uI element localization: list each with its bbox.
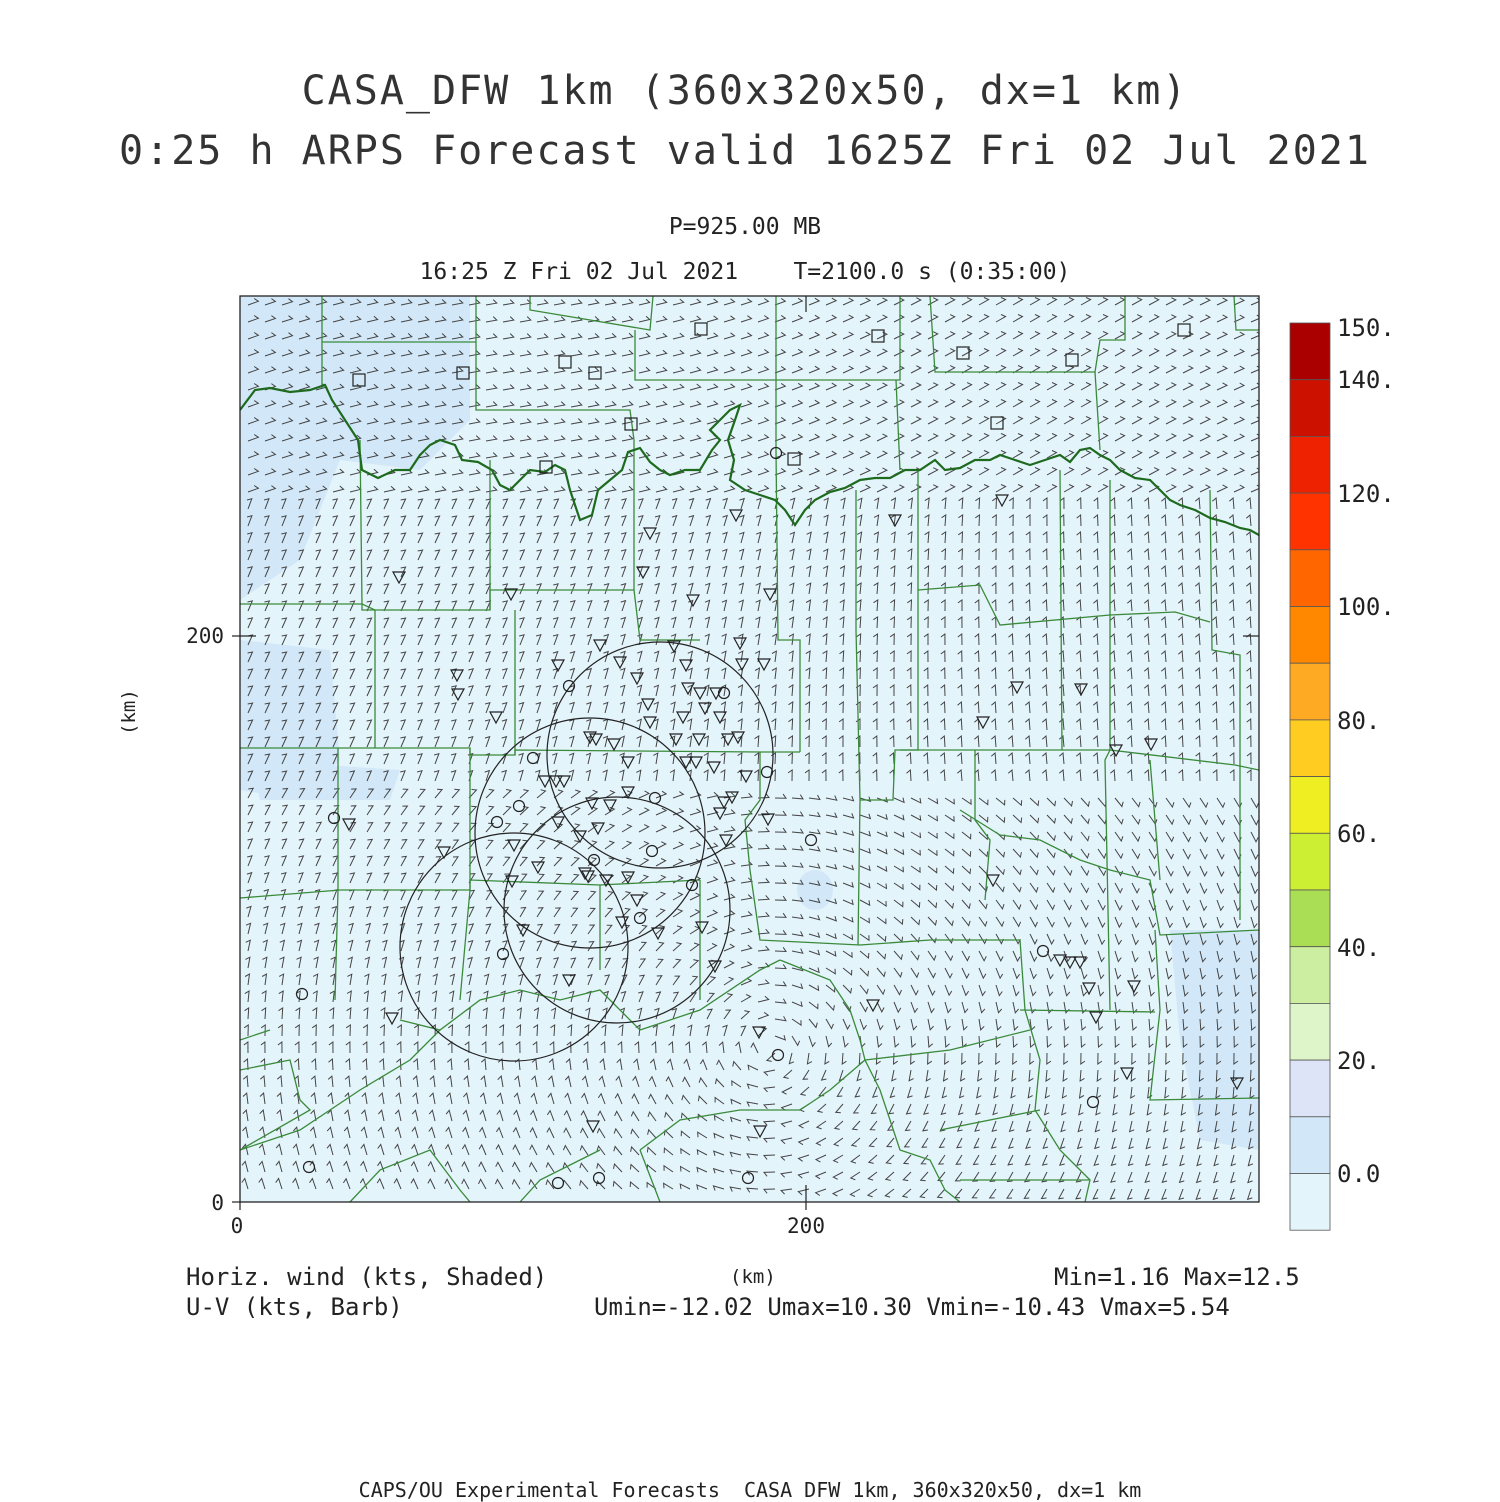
- uv-stats: Umin=-12.02 Umax=10.30 Vmin=-10.43 Vmax=5.54: [594, 1293, 1230, 1321]
- colorbar-box: [1290, 323, 1330, 380]
- colorbar-box: [1290, 720, 1330, 777]
- y-tick-200: 200: [186, 624, 224, 648]
- field-min-max: Min=1.16 Max=12.5: [1054, 1263, 1300, 1291]
- colorbar-box: [1290, 1003, 1330, 1060]
- cb-label-80: 80.: [1337, 707, 1381, 735]
- colorbar-box: [1290, 890, 1330, 947]
- cb-label-150: 150.: [1337, 314, 1395, 342]
- colorbar-box: [1290, 1060, 1330, 1117]
- colorbar-box: [1290, 607, 1330, 664]
- colorbar-box: [1290, 663, 1330, 720]
- cb-label-140: 140.: [1337, 366, 1395, 394]
- title-line-2: 0:25 h ARPS Forecast valid 1625Z Fri 02 Jul 2021: [119, 128, 1371, 174]
- valid-time: 16:25 Z Fri 02 Jul 2021 T=2100.0 s (0:35:00): [419, 259, 1071, 285]
- cb-label-60: 60.: [1337, 820, 1381, 848]
- colorbar-box: [1290, 777, 1330, 834]
- y-tick-0: 0: [211, 1191, 224, 1215]
- colorbar-box: [1290, 1117, 1330, 1174]
- colorbar-box: [1290, 436, 1330, 493]
- cb-label-20: 20.: [1337, 1047, 1381, 1075]
- colorbar-box: [1290, 947, 1330, 1004]
- colorbar-box: [1290, 833, 1330, 890]
- legend-shaded: Horiz. wind (kts, Shaded): [186, 1263, 548, 1291]
- y-axis-label: (km): [118, 689, 140, 735]
- cb-label-100: 100.: [1337, 593, 1395, 621]
- title-line-1: CASA_DFW 1km (360x320x50, dx=1 km): [301, 68, 1189, 114]
- colorbar-labels: [1337, 314, 1395, 1188]
- x-tick-0: 0: [230, 1214, 244, 1238]
- cb-label-0: 0.0: [1337, 1160, 1381, 1188]
- colorbar-box: [1290, 550, 1330, 607]
- colorbar-box: [1290, 1174, 1330, 1231]
- colorbar-box: [1290, 380, 1330, 437]
- x-tick-200: 200: [787, 1214, 825, 1238]
- pressure-level: P=925.00 MB: [668, 214, 822, 240]
- cb-label-40: 40.: [1337, 934, 1381, 962]
- x-axis-label: (km): [730, 1266, 776, 1288]
- legend-barb: U-V (kts, Barb): [186, 1293, 403, 1321]
- colorbar-box: [1290, 493, 1330, 550]
- colorbar: [1290, 323, 1330, 1230]
- footer-credit: CAPS/OU Experimental Forecasts CASA DFW 1km, 360x320x50, dx=1 km: [358, 1478, 1142, 1502]
- cb-label-120: 120.: [1337, 480, 1395, 508]
